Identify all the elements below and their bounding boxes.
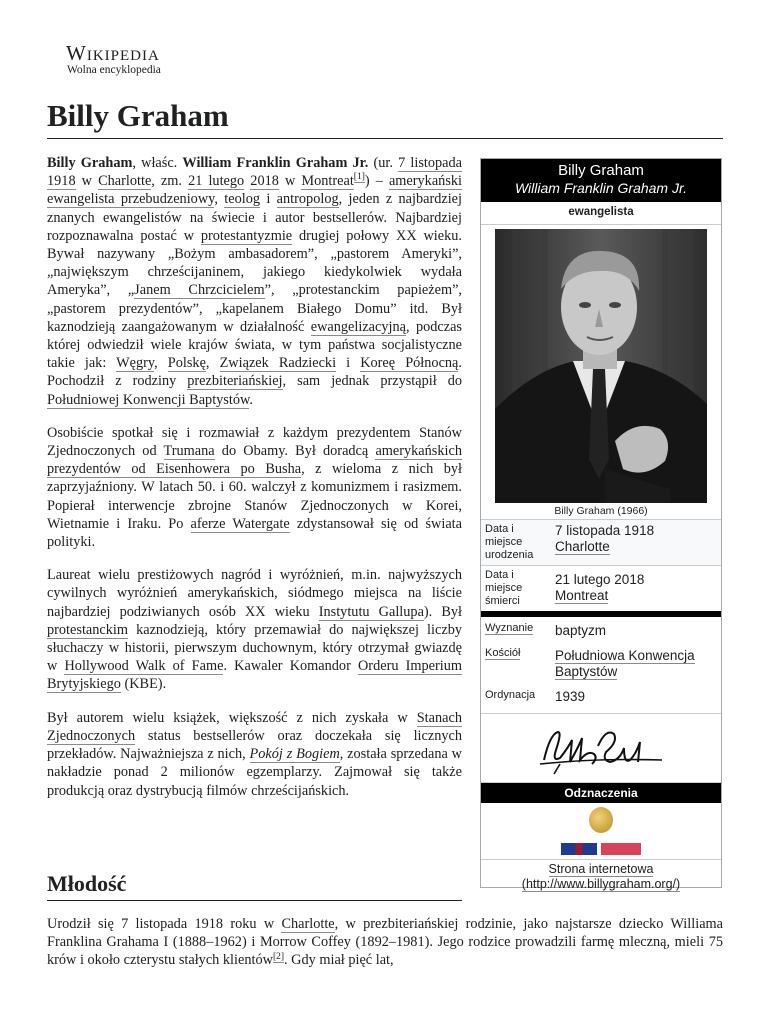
infobox-header	[481, 159, 721, 202]
infobox-occupation: ewangelista	[481, 202, 721, 225]
birth-label: Data i miejsce urodzenia	[485, 523, 534, 561]
signature-image	[536, 720, 666, 776]
birth-row	[481, 520, 721, 566]
ordination-label: Ordynacja	[485, 689, 536, 701]
link-hungary[interactable]: Węgry	[116, 355, 155, 372]
wikipedia-logo[interactable]	[66, 42, 161, 77]
website-row	[481, 859, 721, 894]
link-evangelization[interactable]: ewangelizacyjną	[310, 318, 406, 335]
infobox	[480, 158, 722, 891]
logo-title: Wikipedia	[66, 41, 160, 65]
ordination-row	[481, 683, 721, 714]
birth-place-link[interactable]: Charlotte	[555, 539, 610, 554]
birth-date: 7 listopada 1918	[555, 523, 655, 538]
ref-1[interactable]: [1]	[353, 172, 365, 183]
logo-subtitle: Wolna encyklopedia	[67, 64, 161, 76]
church-link[interactable]: Południowa Konwencja Baptystów	[555, 648, 695, 679]
religion-label-link[interactable]: Wyznanie	[485, 622, 534, 634]
link-peace-with-god[interactable]: Pokój z Bogiem	[249, 746, 340, 763]
awards-heading: Odznaczenia	[481, 783, 721, 803]
portrait-photo[interactable]	[495, 229, 707, 503]
title-divider	[47, 138, 723, 139]
link-united-states[interactable]: Stanach Zjednoczonych	[47, 709, 462, 744]
death-label: Data i miejsce śmierci	[485, 569, 523, 607]
article-body	[47, 154, 462, 815]
medal-icon[interactable]	[589, 807, 613, 833]
link-hollywood[interactable]: Hollywood Walk of Fame	[64, 658, 224, 675]
awards-paragraph: Laureat wielu prestiżowych nagród i wyróżnień, m.in. najwyższych cywilnych wyróżnień amerykańskich, siódmego miejsca na liście najbardziej podziwianych osób XX wieku Instytutu Gallupa). Był protestanckim kaznodzieją, który przemawiał do największej liczby słuchaczy w historii, pierwszym duchownym, który otrzymał gwiazdę w Hollywood Walk of Fame. Kawaler Komandor Orderu Imperium Brytyjskiego (KBE).	[47, 567, 462, 693]
death-date: 21 lutego 2018	[555, 572, 645, 587]
ribbon-order-british-empire-icon[interactable]	[561, 843, 597, 855]
section-heading-youth: Młodość	[47, 871, 127, 896]
link-birth-year[interactable]: 1918	[47, 173, 76, 190]
church-label-link[interactable]: Kościół	[485, 647, 521, 659]
books-paragraph: Był autorem wielu książek, większość z nich zyskała w Stanach Zjednoczonych status bestsellerów oraz doczekała się licznych przekładów. Najważniejsza z nich, Pokój z Bogiem, została sprzedana w nakładzie ponad 2 milionów egzemplarzy. Zajmował się także produkcją oraz dystrybucją filmów chrześcijańskich.	[47, 709, 463, 799]
religion-link[interactable]: baptyzm	[555, 623, 607, 638]
signature[interactable]	[481, 714, 721, 783]
link-evangelist[interactable]: amerykański ewangelista przebudzeniowy	[47, 173, 463, 208]
link-john-baptist[interactable]: Janem Chrzcicielem	[134, 282, 265, 299]
link-birth-day[interactable]: 7 listopada	[398, 155, 462, 171]
link-theolog[interactable]: teolog	[224, 191, 261, 208]
infobox-full-name: William Franklin Graham Jr.	[514, 180, 688, 196]
link-ussr[interactable]: Związek Radziecki	[219, 355, 337, 372]
portrait-image	[495, 229, 707, 503]
link-poland[interactable]: Polskę	[167, 355, 206, 372]
link-north-korea[interactable]: Koreę Północną	[360, 355, 459, 372]
link-order-british-empire[interactable]: Orderu Imperium Brytyjskiego	[47, 658, 462, 693]
church-row	[481, 642, 721, 683]
photo-caption: Billy Graham (1966)	[481, 503, 721, 520]
awards-ribbons	[481, 803, 721, 859]
link-southern-baptist[interactable]: Południowej Konwencji Baptystów	[47, 391, 250, 408]
presidents-paragraph: Osobiście spotkał się i rozmawiał z każdym prezydentem Stanów Zjednoczonych od Trumana do Obamy. Był doradcą amerykańskich prezydentów od Eisenhowera po Busha, z wieloma z nich był zaprzyjaźniony. W latach 50. i 60. walczył z komunizmem i rasizmem. Popierał interwencje zbrojne Stanów Zjednoczonych w Korei, Wietnamie i Iraku. Po aferze Watergate zdystansował się od świata polityki.	[47, 424, 462, 551]
link-gallup[interactable]: Instytutu Gallupa	[318, 603, 424, 620]
intro-paragraph: Billy Graham, właśc. William Franklin Graham Jr. (ur. 7 listopada 1918 w Charlotte, zm. 21 lutego 2018 w Montreat[1]) – amerykański ewangelista przebudzeniowy, teolog i antropolog, jeden z najbardziej znanych ewangelistów na świecie i autor bestsellerów. Najbardziej rozpoznawalna postać w protestantyzmie drugiej połowy XX wieku. Bywał nazywany „Bożym ambasadorem”, „pastorem Ameryki”, „największym chrześcijaninem, jakiego kiedykolwiek wydała Ameryka”, „Janem Chrzcicielem”, „protestanckim papieżem”, „pastorem prezydentów”, „kapelanem Białego Domu” itd. Był kaznodzieją zaangażowanym w działalność ewangelizacyjną, podczas której odwiedził wiele krajów świata, w tym państwa socjalistyczne takie jak: Węgry, Polskę, Związek Radziecki i Koreę Północną. Pochodził z rodziny prezbiteriańskiej, sam jednak przystąpił do Południowej Konwencji Baptystów.	[47, 155, 463, 408]
link-watergate[interactable]: aferze Watergate	[190, 515, 290, 532]
section-divider	[47, 900, 462, 901]
death-place-link[interactable]: Montreat	[555, 588, 609, 603]
link-death-day[interactable]: 21 lutego	[188, 173, 245, 190]
link-antropolog[interactable]: antropolog	[276, 191, 339, 208]
subject-name: Billy Graham	[47, 155, 133, 171]
ribbon-medal-icon[interactable]	[601, 843, 641, 855]
link-death-city[interactable]: Montreat	[301, 173, 354, 190]
page-title: Billy Graham	[47, 98, 229, 133]
ref-2[interactable]: [2]	[272, 951, 285, 962]
infobox-name: Billy Graham	[558, 162, 644, 179]
ordination-year: 1939	[555, 689, 586, 704]
link-charlotte[interactable]: Charlotte	[281, 916, 335, 932]
link-presbyterian[interactable]: prezbiteriańskiej	[187, 373, 283, 390]
link-truman[interactable]: Trumana	[163, 443, 215, 460]
link-presidents[interactable]: amerykańskich prezydentów od Eisenhowera po Busha	[47, 443, 462, 478]
link-birth-city[interactable]: Charlotte	[98, 173, 152, 190]
religion-row	[481, 617, 721, 642]
website-link[interactable]: Strona internetowa (http://www.billygraham.org/)	[521, 862, 681, 891]
link-death-year[interactable]: 2018	[250, 173, 279, 190]
youth-paragraph: Urodził się 7 listopada 1918 roku w Charlotte, w prezbiteriańskiej rodzinie, jako najstarsze dziecko Williama Franklina Grahama I (1888–1962) i Morrow Coffey (1892–1981). Jego rodzice prowadzili farmę mleczną, mieli 75 krów i około czterystu stałych klientów[2]. Gdy miał pięć lat,	[47, 916, 724, 969]
death-row	[481, 566, 721, 611]
link-protestant[interactable]: protestanckim	[47, 621, 128, 638]
link-protestantism[interactable]: protestantyzmie	[200, 227, 293, 244]
subject-full-name: William Franklin Graham Jr.	[182, 155, 369, 171]
